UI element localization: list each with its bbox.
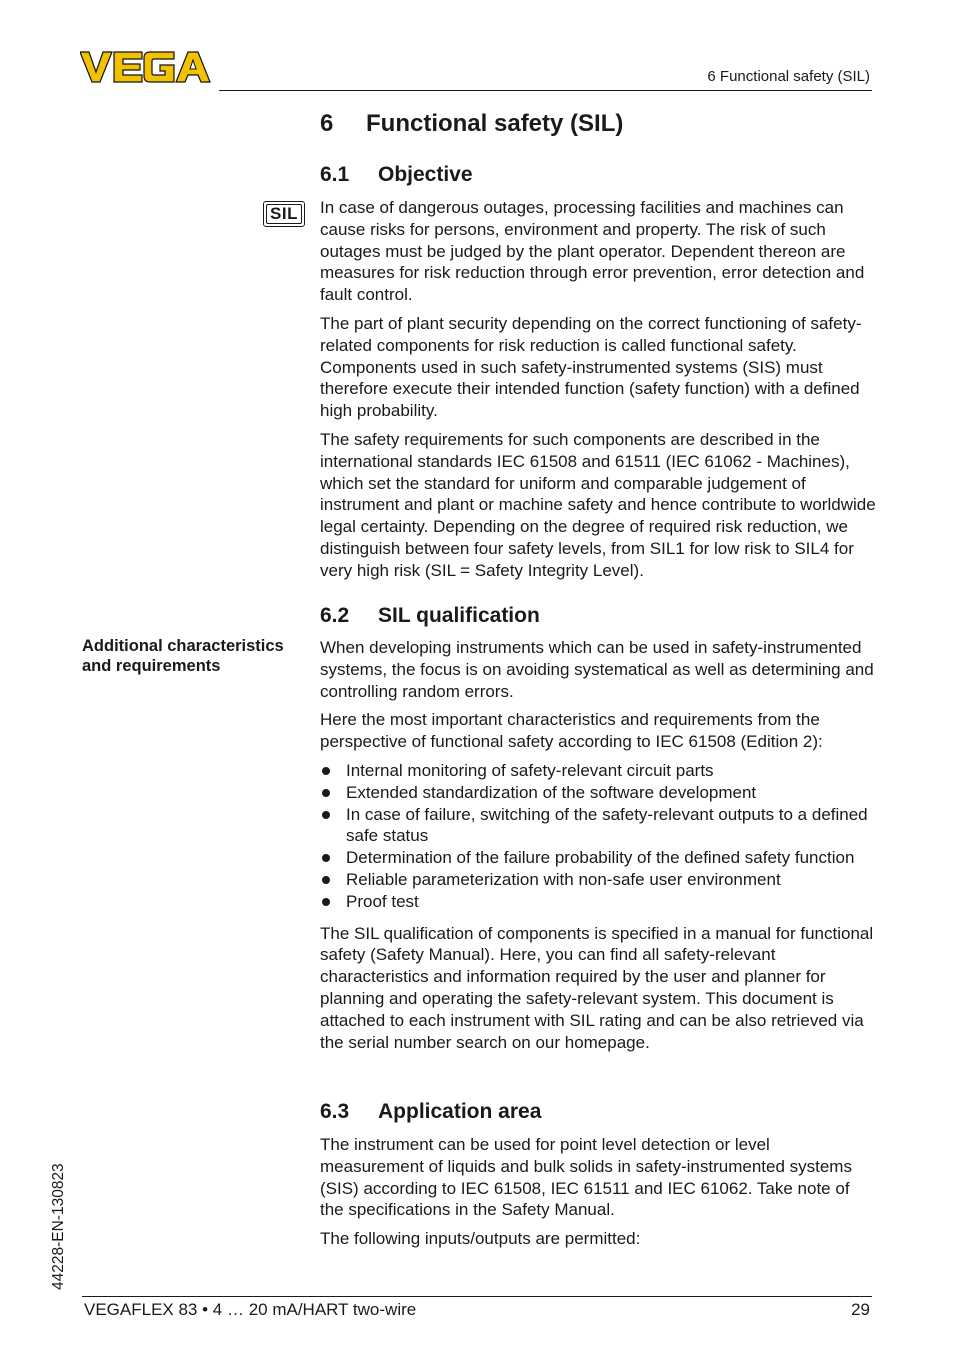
paragraph: The instrument can be used for point level detection or level measurement of liquids and bulk solids in safety-instrumented systems (SIS) according to IEC 61508, IEC 61511 and IEC 61062. Take note of the specifications in the Safety Manual. (320, 1135, 852, 1220)
section-number: 6.2 (320, 604, 350, 627)
bullet-icon (322, 789, 330, 797)
list-item-text: Proof test (346, 891, 419, 911)
list-item (320, 891, 876, 913)
section-number: 6.1 (320, 163, 350, 186)
page-number: 29 (851, 1300, 870, 1319)
list-item-text: Reliable parameterization with non-safe user environment (346, 869, 781, 889)
paragraph: The following inputs/outputs are permitted: (320, 1229, 641, 1249)
list-item-text: Extended standardization of the software development (346, 782, 757, 802)
paragraph: When developing instruments which can be used in safety-instrumented systems, the focus is on avoiding systematical as well as determining and controlling random errors. (320, 638, 874, 701)
sil-qualification-body (320, 637, 876, 1060)
section-heading-application-area (320, 1100, 541, 1124)
chapter-title-text: Functional safety (SIL) (366, 110, 624, 137)
list-item-text: Internal monitoring of safety-relevant circuit parts (346, 760, 714, 780)
section-number: 6.3 (320, 1100, 350, 1123)
footer-product: VEGAFLEX 83 • 4 … 20 mA/HART two-wire (84, 1300, 417, 1319)
bullet-icon (322, 854, 330, 862)
bullet-icon (322, 767, 330, 775)
chapter-number: 6 (320, 110, 334, 137)
section-heading-objective (320, 163, 473, 187)
requirements-list (320, 760, 876, 913)
list-item (320, 804, 876, 848)
list-item (320, 847, 876, 869)
list-item (320, 760, 876, 782)
objective-body (320, 197, 876, 589)
list-item (320, 782, 876, 804)
section-title: SIL qualification (378, 604, 540, 627)
vega-logo (80, 50, 212, 84)
list-item-text: In case of failure, switching of the safety-relevant outputs to a defined safe status (346, 804, 868, 846)
chapter-title (320, 110, 623, 138)
footer-rule (82, 1296, 872, 1297)
paragraph: The part of plant security depending on the correct functioning of safety-related components for risk reduction is called functional safety. Components used in such safety-instrumented systems (SIS) must therefore execute their intended function (safety function) with a defined high probability. (320, 313, 862, 421)
header-section-title: 6 Functional safety (SIL) (707, 68, 870, 85)
section-title: Objective (378, 163, 473, 186)
document-id: 44228-EN-130823 (50, 1163, 67, 1290)
paragraph: The safety requirements for such components are described in the international standards IEC 61508 and 61511 (IEC 61062 - Machines), which set the standard for uniform and comparable judgement of instrument and plant or machine safety and hence contribute to worldwide legal certainty. Depending on the degree of required risk reduction, we distinguish between four safety levels, from SIL1 for low risk to SIL4 for very high risk (SIL = Safety Integrity Level). (320, 429, 876, 580)
bullet-icon (322, 811, 330, 819)
bullet-icon (322, 898, 330, 906)
sil-badge-icon (263, 201, 305, 227)
sil-badge-label: SIL (266, 204, 302, 224)
bullet-icon (322, 876, 330, 884)
application-area-body (320, 1134, 876, 1257)
section-title: Application area (378, 1100, 542, 1123)
paragraph: In case of dangerous outages, processing facilities and machines can cause risks for persons, environment and property. The risk of such outages must be judged by the plant operator. Dependent thereon are measures for risk reduction through error prevention, error detection and fault control. (320, 198, 865, 305)
header-rule (219, 90, 872, 91)
paragraph: Here the most important characteristics and requirements from the perspective of functional safety according to IEC 61508 (Edition 2): (320, 710, 823, 752)
list-item-text: Determination of the failure probability of the defined safety function (346, 848, 855, 868)
section-heading-sil-qualification (320, 604, 540, 628)
paragraph: The SIL qualification of components is specified in a manual for functional safety (Safety Manual). Here, you can find all safety-relevant characteristics and information required by the user and planner for planning and operating the safety-relevant system. This document is attached to each instrument with SIL rating and can be also retrieved via the serial number search on our homepage. (320, 923, 874, 1052)
list-item (320, 869, 876, 891)
margin-note: Additional characteristics and requirements (82, 637, 284, 675)
